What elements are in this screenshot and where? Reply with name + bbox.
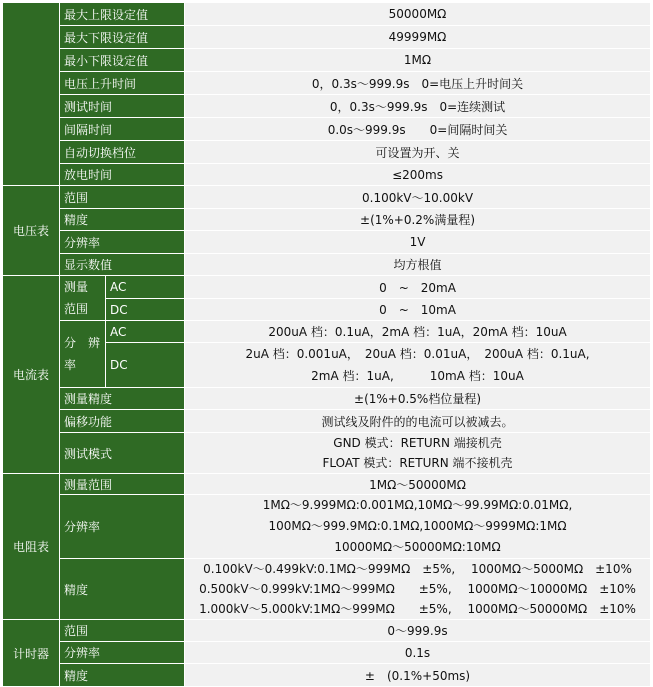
row-label: 测量精度 bbox=[60, 388, 185, 410]
table-row bbox=[3, 642, 651, 664]
row-label: 分辨率 bbox=[60, 642, 185, 664]
row-value: 0，0.3s～999.9s 0=连续测试 bbox=[185, 95, 651, 118]
row-label: 范围 bbox=[60, 186, 185, 209]
table-row bbox=[3, 231, 651, 254]
resolution-label-line: 率 bbox=[64, 358, 77, 372]
resolution-dc-line: 2uA 档：0.001uA， 20uA 档：0.01uA， 200uA 档：0.1uA, bbox=[245, 347, 590, 361]
row-label: 测试时间 bbox=[60, 95, 185, 118]
resolution-label-line: 分 辨 bbox=[64, 336, 101, 350]
row-value: 测试线及附件的的电流可以被减去。 bbox=[185, 410, 651, 433]
test-mode-value bbox=[185, 433, 651, 474]
test-mode-line: FLOAT 模式：RETURN 端不接机壳 bbox=[322, 456, 513, 470]
table-row bbox=[3, 559, 651, 620]
table-row bbox=[3, 95, 651, 118]
row-value: ±(1%+0.2%满量程) bbox=[185, 209, 651, 231]
table-row bbox=[3, 474, 651, 495]
test-mode-line: GND 模式：RETURN 端接机壳 bbox=[333, 436, 502, 450]
row-label: 精度 bbox=[60, 209, 185, 231]
general-category-cell bbox=[3, 3, 60, 186]
range-dc-label: DC bbox=[106, 299, 185, 321]
table-row bbox=[3, 433, 651, 474]
range-ac-label: AC bbox=[106, 276, 185, 299]
row-label: 最大下限设定值 bbox=[60, 26, 185, 49]
row-label: 自动切换档位 bbox=[60, 141, 185, 164]
resolution-ac-label: AC bbox=[106, 321, 185, 343]
table-row bbox=[3, 49, 651, 72]
resolution-dc-line: 2mA 档：1uA, 10mA 档：10uA bbox=[311, 369, 644, 383]
ohmmeter-category: 电阻表 bbox=[3, 474, 60, 620]
table-row bbox=[3, 141, 651, 164]
resolution-ac-value: 200uA 档：0.1uA，2mA 档：1uA，20mA 档：10uA bbox=[185, 321, 651, 343]
range-label-line: 范围 bbox=[64, 302, 89, 316]
table-row bbox=[3, 209, 651, 231]
row-value: 0.1s bbox=[185, 642, 651, 664]
accuracy-line: 0.500kV～0.999kV:1MΩ～999MΩ ±5%, 1000MΩ～10000MΩ ±10% bbox=[199, 582, 636, 596]
resolution-dc-value bbox=[185, 343, 651, 388]
resolution-dc-label: DC bbox=[106, 343, 185, 388]
row-value: 可设置为开、关 bbox=[185, 141, 651, 164]
row-label: 偏移功能 bbox=[60, 410, 185, 433]
table-row bbox=[3, 321, 651, 343]
row-value: 0.0s～999.9s 0=间隔时间关 bbox=[185, 118, 651, 141]
row-label: 电压上升时间 bbox=[60, 72, 185, 95]
accuracy-line: 1.000kV～5.000kV:1MΩ～999MΩ ±5%, 1000MΩ～50000MΩ ±10% bbox=[199, 602, 636, 616]
row-label: 分辨率 bbox=[60, 231, 185, 254]
row-value: 50000MΩ bbox=[185, 3, 651, 26]
measure-range-label bbox=[60, 276, 106, 321]
range-label-line: 测量 bbox=[64, 280, 89, 294]
resistance-resolution-value bbox=[185, 495, 651, 559]
resolution-line: 10000MΩ～50000MΩ:10MΩ bbox=[334, 540, 633, 554]
table-row bbox=[3, 118, 651, 141]
row-value: 0.100kV～10.00kV bbox=[185, 186, 651, 209]
ammeter-category: 电流表 bbox=[3, 276, 60, 474]
row-label: 测试模式 bbox=[60, 433, 185, 474]
voltmeter-category: 电压表 bbox=[3, 186, 60, 276]
accuracy-line: 0.100kV～0.499kV:0.1MΩ～999MΩ ±5%, 1000MΩ～5000MΩ ±10% bbox=[203, 562, 632, 576]
table-row bbox=[3, 620, 651, 642]
row-value: 1MΩ～50000MΩ bbox=[185, 474, 651, 495]
row-value: 1V bbox=[185, 231, 651, 254]
row-label: 分辨率 bbox=[60, 495, 185, 559]
table-row bbox=[3, 72, 651, 95]
row-label: 精度 bbox=[60, 559, 185, 620]
row-value: 1MΩ bbox=[185, 49, 651, 72]
resolution-line: 100MΩ～999.9MΩ:0.1MΩ,1000MΩ～9999MΩ:1MΩ bbox=[268, 519, 579, 533]
table-row bbox=[3, 3, 651, 26]
resolution-label bbox=[60, 321, 106, 388]
row-value: ≤200ms bbox=[185, 164, 651, 186]
table-row bbox=[3, 388, 651, 410]
row-value: ± (0.1%+50ms) bbox=[185, 664, 651, 687]
row-label: 精度 bbox=[60, 664, 185, 687]
table-row bbox=[3, 186, 651, 209]
row-value: 49999MΩ bbox=[185, 26, 651, 49]
timer-category: 计时器 bbox=[3, 620, 60, 687]
row-label: 范围 bbox=[60, 620, 185, 642]
table-row bbox=[3, 26, 651, 49]
row-label: 最大上限设定值 bbox=[60, 3, 185, 26]
row-value: 均方根值 bbox=[185, 254, 651, 276]
row-value: ±(1%+0.5%档位量程) bbox=[185, 388, 651, 410]
table-row bbox=[3, 164, 651, 186]
table-row bbox=[3, 495, 651, 559]
resolution-line: 1MΩ～9.999MΩ:0.001MΩ,10MΩ～99.99MΩ:0.01MΩ, bbox=[262, 498, 573, 512]
resistance-accuracy-value bbox=[185, 559, 651, 620]
table-row bbox=[3, 254, 651, 276]
table-row bbox=[3, 410, 651, 433]
row-label: 放电时间 bbox=[60, 164, 185, 186]
range-dc-value: 0 ~ 10mA bbox=[185, 299, 651, 321]
spec-table bbox=[2, 2, 651, 687]
row-label: 显示数值 bbox=[60, 254, 185, 276]
table-row bbox=[3, 664, 651, 687]
table-row bbox=[3, 276, 651, 299]
row-label: 最小下限设定值 bbox=[60, 49, 185, 72]
row-label: 间隔时间 bbox=[60, 118, 185, 141]
row-value: 0，0.3s～999.9s 0=电压上升时间关 bbox=[185, 72, 651, 95]
range-ac-value: 0 ~ 20mA bbox=[185, 276, 651, 299]
row-label: 测量范围 bbox=[60, 474, 185, 495]
row-value: 0～999.9s bbox=[185, 620, 651, 642]
